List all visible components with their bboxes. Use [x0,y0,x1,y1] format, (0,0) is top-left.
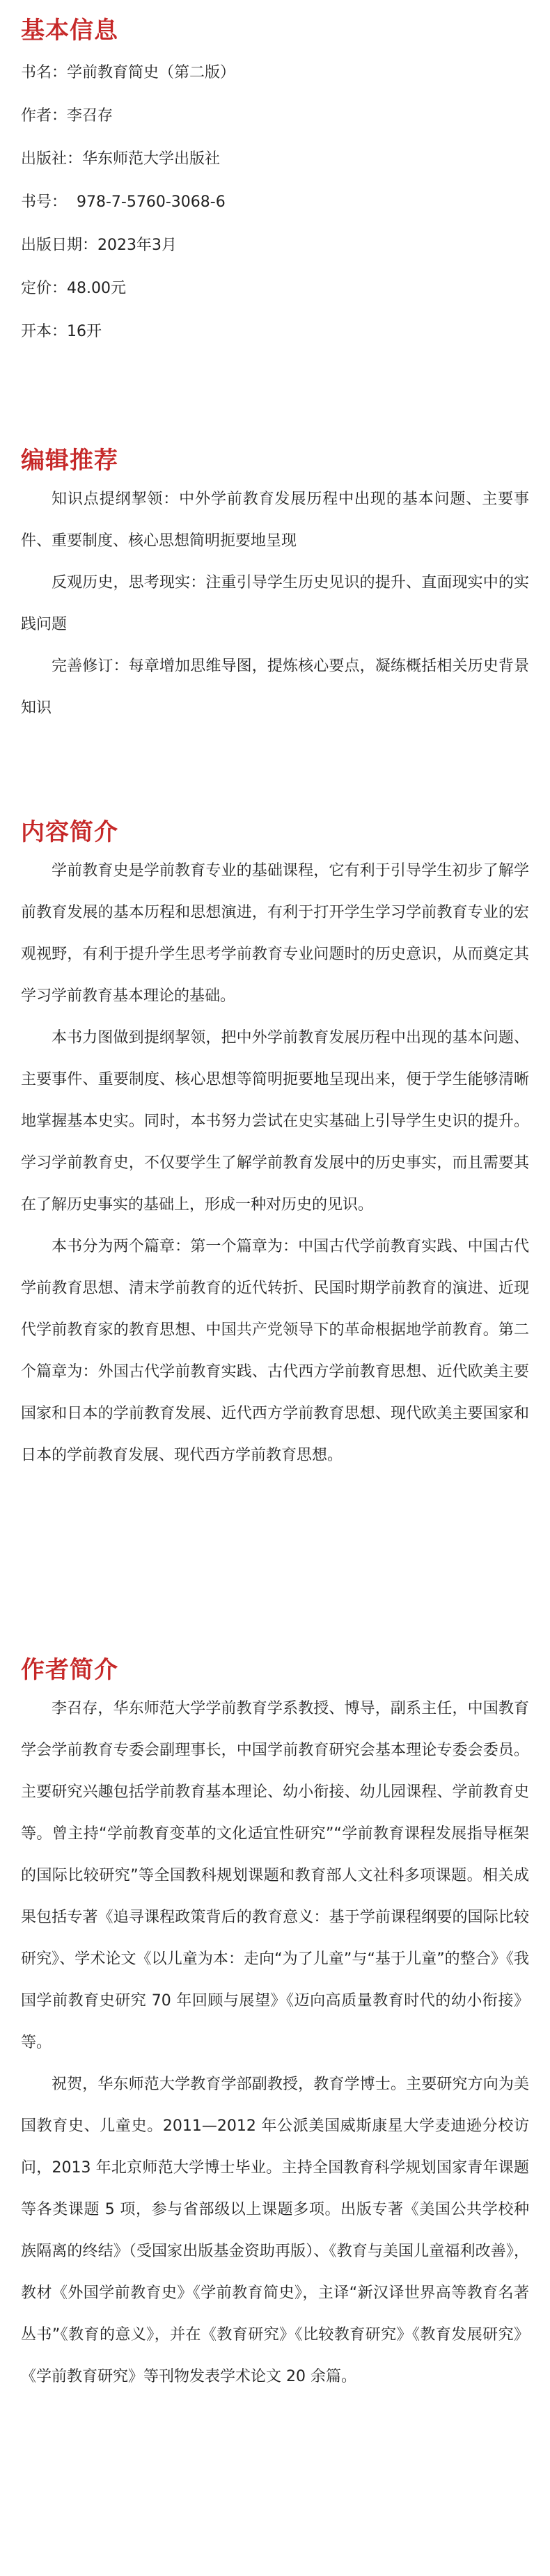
info-publish-date: 出版日期：2023年3月 [21,237,177,254]
recommendation-paragraph: 知识点提纲挈领：中外学前教育发展历程中出现的基本问题、主要事件、重要制度、核心思想简明扼要地呈现 [21,491,529,550]
content-paragraph: 本书分为两个篇章：第一个篇章为：中国古代学前教育实践、中国古代学前教育思想、清末学前教育的近代转折、民国时期学前教育的演进、近现代学前教育家的教育思想、中国共产党领导下的革命根据地学前教育。第二个篇章为：外国古代学前教育实践、古代西方学前教育思想、近代欧美主要国家和日本的学前教育发展、近代西方学前教育思想、现代欧美主要国家和日本的学前教育发展、现代西方学前教育思想。 [21,1238,529,1464]
info-price: 定价：48.00元 [21,280,126,297]
content-intro-body [21,850,529,1477]
editor-recommendation-title: 编辑推荐 [21,447,118,475]
author-intro-section [21,1655,529,2398]
info-author: 作者：李召存 [21,107,113,125]
info-book-name: 书名：学前教育简史（第二版） [21,64,236,81]
content-intro-section [21,817,529,1477]
recommendation-paragraph: 反观历史，思考现实：注重引导学生历史见识的提升、直面现实中的实践问题 [21,574,529,633]
content-paragraph: 本书力图做到提纲挈领，把中外学前教育发展历程中出现的基本问题、主要事件、重要制度、核心思想等简明扼要地呈现出来，便于学生能够清晰地掌握基本史实。同时，本书努力尝试在史实基础上引导学生史识的提升。学习学前教育史，不仅要学生了解学前教育发展中的历史事实，而且需要其在了解历史事实的基础上，形成一种对历史的见识。 [21,1029,529,1214]
content-paragraph: 学前教育史是学前教育专业的基础课程，它有利于引导学生初步了解学前教育发展的基本历程和思想演进，有利于打开学生学习学前教育专业的宏观视野，有利于提升学生思考学前教育专业问题时的历史意识，从而奠定其学习学前教育基本理论的基础。 [21,862,529,1005]
author-intro-title: 作者简介 [21,1656,118,1684]
editor-recommendation-body [21,479,529,729]
author-intro-body [21,1688,529,2398]
info-format: 开本：16开 [21,323,102,340]
content-intro-title: 内容简介 [21,818,118,846]
basic-info-list [21,51,529,353]
author-paragraph: 李召存，华东师范大学学前教育学系教授、博导，副系主任，中国教育学会学前教育专委会副理事长，中国学前教育研究会基本理论专委会委员。主要研究兴趣包括学前教育基本理论、幼小衔接、幼儿园课程、学前教育史等。曾主持“学前教育变革的文化适宜性研究”“学前教育课程发展指导框架的国际比较研究”等全国教科规划课题和教育部人文社科多项课题。相关成果包括专著《追寻课程政策背后的教育意义：基于学前课程纲要的国际比较研究》、学术论文《以儿童为本：走向“为了儿童”与“基于儿童”的整合》《我国学前教育史研究 70 年回顾与展望》《迈向高质量教育时代的幼小衔接》等。 [21,1700,529,2051]
info-publisher: 出版社：华东师范大学出版社 [21,150,221,168]
recommendation-paragraph: 完善修订：每章增加思维导图，提炼核心要点，凝练概括相关历史背景知识 [21,658,529,717]
basic-info-title: 基本信息 [21,17,118,45]
basic-info-section [21,15,529,353]
author-paragraph: 祝贺，华东师范大学教育学部副教授，教育学博士。主要研究方向为美国教育史、儿童史。2011—2012 年公派美国威斯康星大学麦迪逊分校访问，2013 年北京师范大学博士毕业。主持全国教育科学规划国家青年课题等各类课题 5 项，参与省部级以上课题多项。出版专著《美国公共学校种族隔离的终结》（受国家出版基金资助再版）、《教育与美国儿童福利改善》，教材《外国学前教育史》《学前教育简史》，主译“新汉译世界高等教育名著丛书”《教育的意义》，并在《教育研究》《比较教育研究》《教育发展研究》《学前教育研究》等刊物发表学术论文 20 余篇。 [21,2076,529,2385]
editor-recommendation-section [21,445,529,729]
info-isbn: 书号： 978-7-5760-3068-6 [21,193,226,211]
